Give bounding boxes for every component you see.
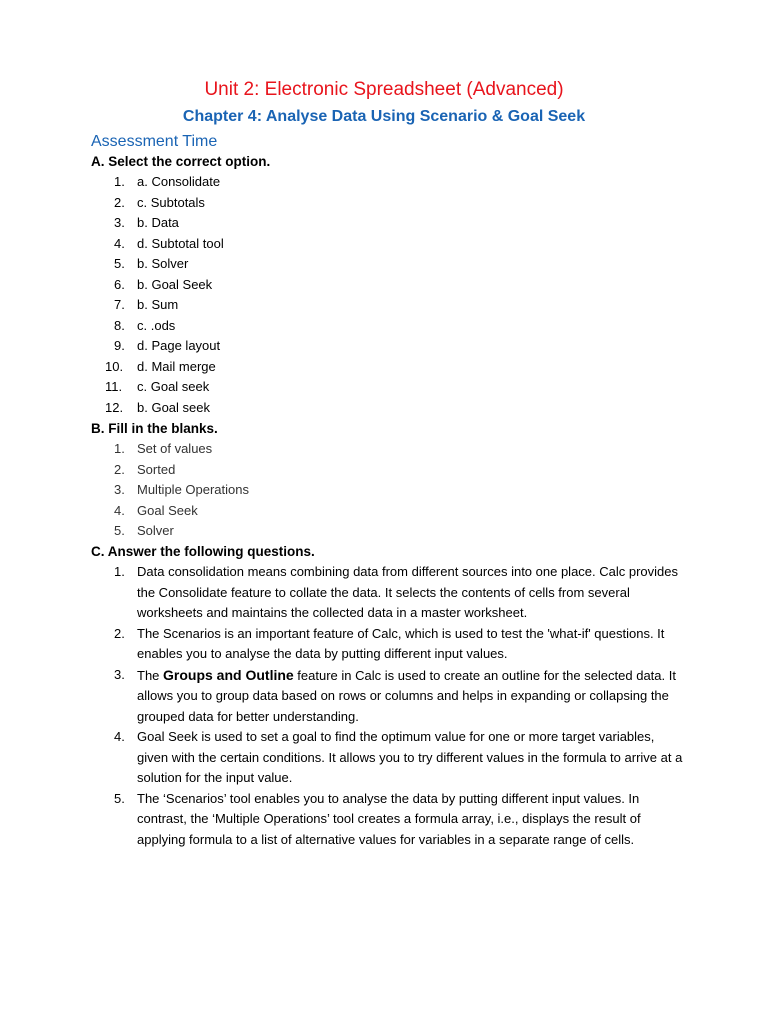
- list-number: 2.: [114, 194, 125, 210]
- list-item: [91, 398, 711, 419]
- list-item: [91, 624, 689, 665]
- answer-text: b. Goal seek: [137, 399, 210, 415]
- list-item: [91, 562, 689, 624]
- list-number: 9.: [114, 338, 125, 353]
- list-number: 1.: [114, 564, 125, 579]
- list-item: [91, 295, 711, 316]
- answer-text: Goal Seek is used to set a goal to find the optimum value for one or more target variables, given with the certain conditions. It allows you to try different values in the formula to arrive at a solution for the input value.: [137, 729, 683, 785]
- list-number: 12.: [105, 399, 124, 415]
- list-item: [91, 460, 711, 481]
- list-item: [91, 665, 689, 728]
- answer-text: b. Goal Seek: [137, 276, 213, 292]
- answer-text-post: feature in Calc is used to create an outline for the selected data. It allows you to group data based on rows or columns and helps in expanding or collapsing the grouped data for better understanding.: [137, 667, 676, 724]
- answer-text-pre: The: [137, 667, 164, 683]
- section-a-list: [91, 172, 711, 418]
- assessment-heading: Assessment Time: [91, 133, 218, 150]
- list-number: 3.: [114, 482, 125, 497]
- list-item: [91, 521, 711, 542]
- answer-text: Solver: [137, 523, 174, 538]
- list-item: [91, 316, 711, 337]
- unit-title: Unit 2: Electronic Spreadsheet (Advanced): [204, 79, 564, 100]
- list-number: 5.: [114, 256, 125, 271]
- list-number: 6.: [114, 276, 125, 292]
- answer-text: a. Consolidate: [137, 174, 221, 189]
- list-number: 3.: [114, 215, 125, 230]
- list-item: [91, 727, 689, 789]
- list-number: 4.: [114, 235, 125, 251]
- list-item: [91, 377, 711, 398]
- section-b-heading: B. Fill in the blanks.: [91, 421, 218, 436]
- list-number: 4.: [114, 729, 125, 744]
- answer-text: c. .ods: [137, 317, 176, 333]
- list-number: 10.: [105, 358, 124, 374]
- list-number: 11.: [105, 379, 123, 394]
- answer-text: The ‘Scenarios’ tool enables you to analyse the data by putting different input values. In contrast, the ‘Multiple Operations’ tool creates a formula array, i.e., displays the result of applying formula to a list of alternative values for variables in a separate range of cells.: [137, 790, 641, 847]
- list-item: [91, 439, 711, 460]
- list-number: 3.: [114, 666, 125, 682]
- list-item: [91, 501, 711, 522]
- list-number: 5.: [114, 790, 125, 806]
- list-item: [91, 789, 689, 851]
- answer-text: Set of values: [137, 441, 213, 456]
- list-item: [91, 275, 711, 296]
- list-number: 1.: [114, 441, 125, 456]
- answer-text: b. Solver: [137, 256, 189, 271]
- list-number: 7.: [114, 297, 125, 312]
- list-item: [91, 193, 711, 214]
- list-item: [91, 234, 711, 255]
- list-item: [91, 336, 711, 357]
- list-number: 4.: [114, 502, 125, 518]
- list-item: [91, 357, 711, 378]
- section-b: [91, 419, 711, 542]
- list-item: [91, 254, 711, 275]
- answer-text: Goal Seek: [137, 502, 198, 518]
- section-a: [91, 152, 711, 418]
- list-number: 8.: [114, 317, 125, 333]
- answer-text: b. Data: [137, 215, 179, 230]
- list-item: [91, 213, 711, 234]
- answer-term: Groups and Outline: [163, 666, 294, 683]
- section-c: [91, 542, 711, 850]
- answer-text: d. Mail merge: [137, 358, 216, 374]
- answer-text: d. Page layout: [137, 338, 221, 353]
- section-c-heading: C. Answer the following questions.: [91, 544, 315, 559]
- answer-text: d. Subtotal tool: [137, 235, 224, 251]
- answer-text: c. Subtotals: [137, 194, 205, 210]
- section-b-list: [91, 439, 711, 542]
- section-a-heading: A. Select the correct option.: [91, 154, 271, 169]
- answer-text: Data consolidation means combining data from different sources into one place. Calc provides the Consolidate feature to collate the data. It selects the contents of cells from several worksheets and maintains the collected data in a master worksheet.: [137, 564, 679, 620]
- list-item: [91, 172, 711, 193]
- section-c-list: [91, 562, 711, 850]
- answer-text: c. Goal seek: [137, 379, 210, 394]
- list-number: 1.: [114, 174, 125, 189]
- list-number: 2.: [114, 461, 125, 477]
- answer-text: Multiple Operations: [137, 482, 249, 497]
- list-item: [91, 480, 711, 501]
- chapter-title: Chapter 4: Analyse Data Using Scenario & Goal Seek: [182, 108, 586, 125]
- list-number: 2.: [114, 625, 125, 641]
- answer-text: Sorted: [137, 461, 176, 477]
- answer-text: b. Sum: [137, 297, 179, 312]
- answer-text: The Scenarios is an important feature of Calc, which is used to test the 'what-if' questions. It enables you to analyse the data by putting different input values.: [137, 625, 665, 661]
- list-number: 5.: [114, 523, 125, 538]
